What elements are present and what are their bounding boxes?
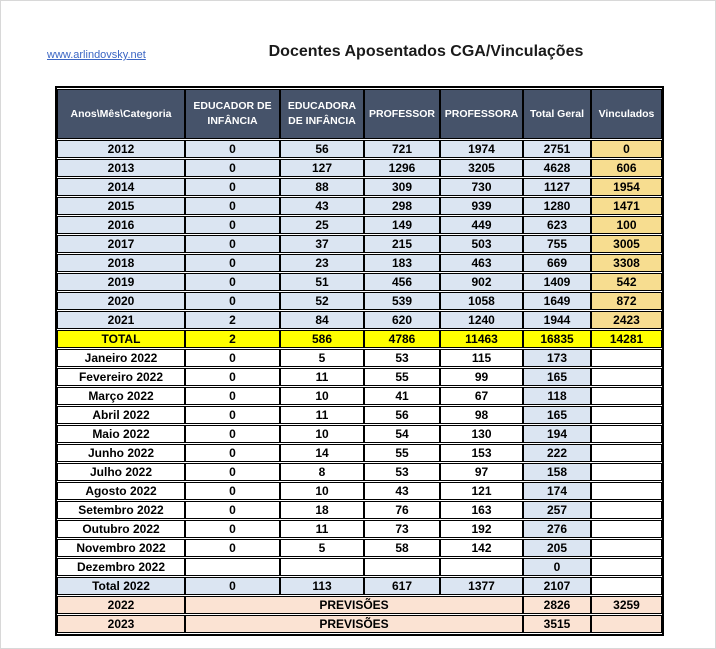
table-row — [57, 368, 662, 386]
value-cell: 1127 — [523, 178, 591, 196]
row-label: 2016 — [57, 216, 185, 234]
column-header-0: Anos\Mês\Categoria — [57, 89, 185, 139]
table-row — [57, 463, 662, 481]
value-cell: 586 — [280, 330, 364, 348]
value-cell: 0 — [185, 539, 280, 557]
docentes-table-container — [55, 86, 664, 636]
value-cell: 755 — [523, 235, 591, 253]
value-cell: 10 — [280, 482, 364, 500]
table-row — [57, 425, 662, 443]
value-cell: 3205 — [440, 159, 523, 177]
value-cell: 158 — [523, 463, 591, 481]
row-label: 2012 — [57, 140, 185, 158]
row-label: Dezembro 2022 — [57, 558, 185, 576]
table-row — [57, 178, 662, 196]
page-title: Docentes Aposentados CGA/Vinculações — [268, 43, 584, 60]
value-cell: 902 — [440, 273, 523, 291]
value-cell: 276 — [523, 520, 591, 538]
row-label: 2021 — [57, 311, 185, 329]
value-cell: 99 — [440, 368, 523, 386]
row-label: 2020 — [57, 292, 185, 310]
row-label: Fevereiro 2022 — [57, 368, 185, 386]
vinculados-cell: 3005 — [591, 235, 662, 253]
value-cell: 0 — [185, 368, 280, 386]
row-label: Outubro 2022 — [57, 520, 185, 538]
table-row — [57, 349, 662, 367]
table-row — [57, 387, 662, 405]
vinculados-cell: 1954 — [591, 178, 662, 196]
value-cell: 192 — [440, 520, 523, 538]
previsoes-cell: PREVISÕES — [185, 596, 523, 614]
column-header-3: PROFESSOR — [364, 89, 440, 139]
value-cell: 25 — [280, 216, 364, 234]
header-row — [57, 89, 662, 139]
value-cell: 0 — [185, 501, 280, 519]
row-label: Agosto 2022 — [57, 482, 185, 500]
vinculados-cell: 1471 — [591, 197, 662, 215]
value-cell: 1296 — [364, 159, 440, 177]
arlindovsky-link[interactable]: www.arlindovsky.net — [47, 49, 146, 61]
vinculados-cell — [591, 425, 662, 443]
table-body — [57, 140, 662, 633]
value-cell: 0 — [185, 273, 280, 291]
value-cell: 1974 — [440, 140, 523, 158]
table-row — [57, 254, 662, 272]
value-cell: 617 — [364, 577, 440, 595]
value-cell: 0 — [185, 406, 280, 424]
forecast-row — [57, 596, 662, 614]
column-header-5: Total Geral — [523, 89, 591, 139]
value-cell: 721 — [364, 140, 440, 158]
docentes-table — [57, 88, 662, 634]
value-cell: 115 — [440, 349, 523, 367]
value-cell: 8 — [280, 463, 364, 481]
value-cell: 1409 — [523, 273, 591, 291]
value-cell: 0 — [185, 235, 280, 253]
vinculados-cell — [591, 349, 662, 367]
value-cell: 0 — [185, 197, 280, 215]
row-label: Junho 2022 — [57, 444, 185, 462]
value-cell: 130 — [440, 425, 523, 443]
value-cell: 165 — [523, 406, 591, 424]
value-cell: 0 — [185, 178, 280, 196]
table-row — [57, 235, 662, 253]
value-cell: 0 — [185, 292, 280, 310]
total-geral-cell: 3515 — [523, 615, 591, 633]
value-cell: 1280 — [523, 197, 591, 215]
vinculados-cell — [591, 444, 662, 462]
vinculados-cell — [591, 539, 662, 557]
value-cell: 149 — [364, 216, 440, 234]
table-row — [57, 501, 662, 519]
vinculados-cell — [591, 615, 662, 633]
value-cell — [364, 558, 440, 576]
value-cell: 449 — [440, 216, 523, 234]
value-cell: 142 — [440, 539, 523, 557]
value-cell: 55 — [364, 444, 440, 462]
table-row — [57, 330, 662, 348]
row-label: Janeiro 2022 — [57, 349, 185, 367]
vinculados-cell: 100 — [591, 216, 662, 234]
value-cell: 10 — [280, 425, 364, 443]
value-cell: 18 — [280, 501, 364, 519]
value-cell: 620 — [364, 311, 440, 329]
vinculados-cell — [591, 406, 662, 424]
value-cell: 1649 — [523, 292, 591, 310]
row-label: Julho 2022 — [57, 463, 185, 481]
vinculados-cell: 3259 — [591, 596, 662, 614]
table-row — [57, 159, 662, 177]
table-row — [57, 273, 662, 291]
table-row — [57, 216, 662, 234]
table-row — [57, 577, 662, 595]
value-cell: 0 — [185, 520, 280, 538]
value-cell: 2107 — [523, 577, 591, 595]
value-cell: 173 — [523, 349, 591, 367]
value-cell: 53 — [364, 349, 440, 367]
vinculados-cell: 2423 — [591, 311, 662, 329]
total-geral-cell: 2826 — [523, 596, 591, 614]
vinculados-cell — [591, 501, 662, 519]
table-row — [57, 292, 662, 310]
row-label: Abril 2022 — [57, 406, 185, 424]
value-cell: 939 — [440, 197, 523, 215]
value-cell: 1377 — [440, 577, 523, 595]
value-cell: 121 — [440, 482, 523, 500]
value-cell: 67 — [440, 387, 523, 405]
value-cell: 539 — [364, 292, 440, 310]
table-row — [57, 197, 662, 215]
row-label: Setembro 2022 — [57, 501, 185, 519]
value-cell: 41 — [364, 387, 440, 405]
vinculados-cell — [591, 482, 662, 500]
row-label: Março 2022 — [57, 387, 185, 405]
value-cell: 215 — [364, 235, 440, 253]
value-cell: 503 — [440, 235, 523, 253]
value-cell: 4786 — [364, 330, 440, 348]
value-cell: 174 — [523, 482, 591, 500]
value-cell: 4628 — [523, 159, 591, 177]
row-label: Maio 2022 — [57, 425, 185, 443]
value-cell: 463 — [440, 254, 523, 272]
value-cell: 183 — [364, 254, 440, 272]
value-cell: 0 — [185, 482, 280, 500]
row-label: 2019 — [57, 273, 185, 291]
value-cell: 165 — [523, 368, 591, 386]
value-cell: 5 — [280, 349, 364, 367]
table-row — [57, 444, 662, 462]
value-cell: 88 — [280, 178, 364, 196]
value-cell: 56 — [364, 406, 440, 424]
value-cell: 1058 — [440, 292, 523, 310]
value-cell: 11 — [280, 520, 364, 538]
value-cell: 0 — [185, 463, 280, 481]
value-cell: 2 — [185, 311, 280, 329]
value-cell: 0 — [185, 387, 280, 405]
vinculados-cell — [591, 577, 662, 595]
row-label: TOTAL — [57, 330, 185, 348]
value-cell — [280, 558, 364, 576]
value-cell: 113 — [280, 577, 364, 595]
value-cell: 11463 — [440, 330, 523, 348]
vinculados-cell: 606 — [591, 159, 662, 177]
value-cell: 0 — [523, 558, 591, 576]
value-cell: 0 — [185, 159, 280, 177]
row-label: 2018 — [57, 254, 185, 272]
value-cell: 16835 — [523, 330, 591, 348]
value-cell: 76 — [364, 501, 440, 519]
value-cell: 669 — [523, 254, 591, 272]
value-cell: 43 — [280, 197, 364, 215]
value-cell: 118 — [523, 387, 591, 405]
table-row — [57, 482, 662, 500]
row-label: Total 2022 — [57, 577, 185, 595]
vinculados-cell — [591, 520, 662, 538]
vinculados-cell: 0 — [591, 140, 662, 158]
table-row — [57, 520, 662, 538]
value-cell: 58 — [364, 539, 440, 557]
vinculados-cell: 3308 — [591, 254, 662, 272]
row-label: 2022 — [57, 596, 185, 614]
table-header — [57, 89, 662, 139]
value-cell: 11 — [280, 368, 364, 386]
value-cell: 0 — [185, 577, 280, 595]
table-row — [57, 140, 662, 158]
value-cell: 53 — [364, 463, 440, 481]
previsoes-cell: PREVISÕES — [185, 615, 523, 633]
vinculados-cell — [591, 463, 662, 481]
value-cell: 2 — [185, 330, 280, 348]
value-cell: 0 — [185, 254, 280, 272]
value-cell: 1240 — [440, 311, 523, 329]
value-cell: 2751 — [523, 140, 591, 158]
value-cell: 623 — [523, 216, 591, 234]
table-row — [57, 311, 662, 329]
vinculados-cell: 872 — [591, 292, 662, 310]
value-cell: 10 — [280, 387, 364, 405]
value-cell: 127 — [280, 159, 364, 177]
value-cell: 0 — [185, 140, 280, 158]
value-cell: 298 — [364, 197, 440, 215]
table-row — [57, 539, 662, 557]
row-label: 2015 — [57, 197, 185, 215]
value-cell: 11 — [280, 406, 364, 424]
value-cell: 73 — [364, 520, 440, 538]
column-header-1: EDUCADOR DE INFÂNCIA — [185, 89, 280, 139]
value-cell: 456 — [364, 273, 440, 291]
row-label: 2023 — [57, 615, 185, 633]
value-cell: 56 — [280, 140, 364, 158]
column-header-2: EDUCADORA DE INFÂNCIA — [280, 89, 364, 139]
value-cell: 0 — [185, 349, 280, 367]
column-header-4: PROFESSORA — [440, 89, 523, 139]
value-cell: 52 — [280, 292, 364, 310]
value-cell — [440, 558, 523, 576]
column-header-6: Vinculados — [591, 89, 662, 139]
value-cell: 205 — [523, 539, 591, 557]
value-cell: 23 — [280, 254, 364, 272]
value-cell: 97 — [440, 463, 523, 481]
value-cell: 257 — [523, 501, 591, 519]
value-cell: 5 — [280, 539, 364, 557]
value-cell: 37 — [280, 235, 364, 253]
row-label: 2014 — [57, 178, 185, 196]
value-cell: 153 — [440, 444, 523, 462]
row-label: Novembro 2022 — [57, 539, 185, 557]
table-row — [57, 558, 662, 576]
table-row — [57, 406, 662, 424]
vinculados-cell — [591, 387, 662, 405]
value-cell: 84 — [280, 311, 364, 329]
value-cell: 222 — [523, 444, 591, 462]
vinculados-cell — [591, 558, 662, 576]
value-cell — [185, 558, 280, 576]
vinculados-cell — [591, 368, 662, 386]
value-cell: 194 — [523, 425, 591, 443]
row-label: 2017 — [57, 235, 185, 253]
value-cell: 0 — [185, 444, 280, 462]
value-cell: 730 — [440, 178, 523, 196]
value-cell: 51 — [280, 273, 364, 291]
vinculados-cell: 14281 — [591, 330, 662, 348]
forecast-row — [57, 615, 662, 633]
value-cell: 163 — [440, 501, 523, 519]
value-cell: 309 — [364, 178, 440, 196]
value-cell: 43 — [364, 482, 440, 500]
value-cell: 0 — [185, 425, 280, 443]
value-cell: 55 — [364, 368, 440, 386]
value-cell: 14 — [280, 444, 364, 462]
row-label: 2013 — [57, 159, 185, 177]
value-cell: 1944 — [523, 311, 591, 329]
value-cell: 0 — [185, 216, 280, 234]
vinculados-cell: 542 — [591, 273, 662, 291]
value-cell: 98 — [440, 406, 523, 424]
value-cell: 54 — [364, 425, 440, 443]
